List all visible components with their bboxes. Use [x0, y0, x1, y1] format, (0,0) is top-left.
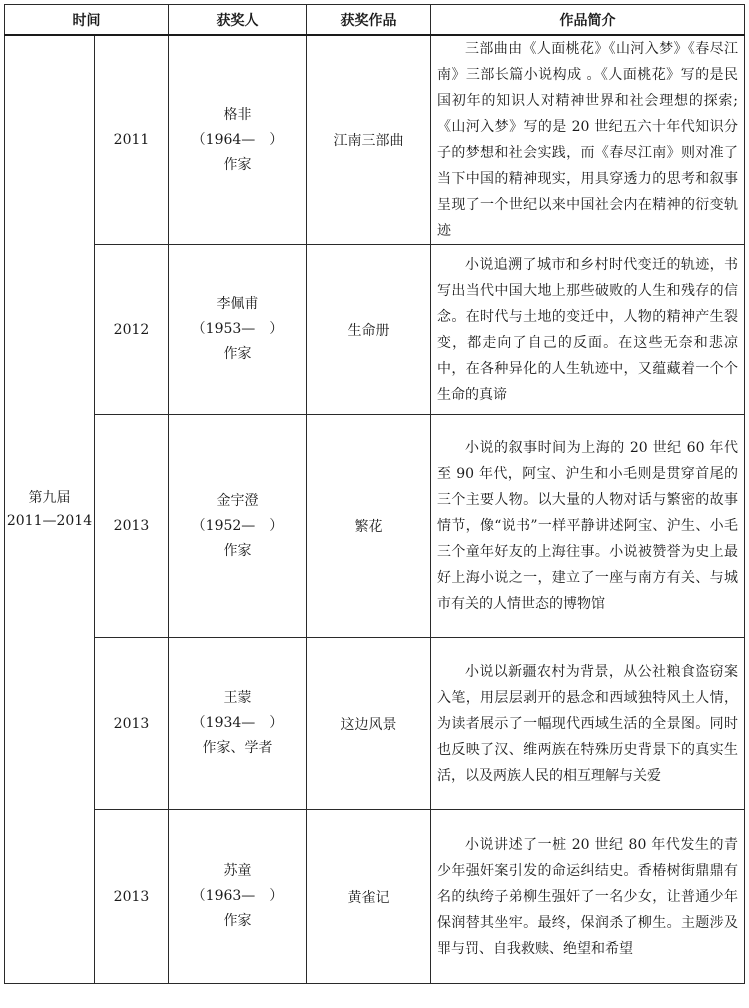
intro-cell: 小说的叙事时间为上海的 20 世纪 60 年代至 90 年代，阿宝、沪生和小毛则是贯穿首尾的三个主要人物。以大量的人物对话与繁密的故事情节，像“说书”一样平静讲述阿宝、沪生、小毛三个童年好友的上海往事。小说被赞誉为史上最好上海小说之一，建立了一座与南方有关、与城市有关的人情世态的博物馆 — [431, 415, 745, 638]
header-intro: 作品简介 — [431, 5, 745, 36]
author-dates: （1964— ） — [191, 131, 284, 148]
session-cell — [5, 35, 95, 984]
author-cell — [169, 35, 307, 245]
author-role: 作家 — [223, 346, 252, 362]
year-cell: 2013 — [95, 415, 169, 638]
year-cell: 2013 — [95, 638, 169, 810]
author-role: 作家 — [223, 542, 252, 559]
table-row — [5, 415, 745, 638]
work-cell: 黄雀记 — [307, 810, 431, 984]
table-row — [5, 638, 745, 810]
intro-cell: 小说以新疆农村为背景，从公社粮食盗窃案入笔，用层层剥开的悬念和西域独特风土人情，为读者展示了一幅现代西域生活的全景图。同时也反映了汉、维两族在特殊历史背景下的真实生活，以及两族人民的相互理解与关爱 — [431, 638, 745, 810]
table-row — [5, 245, 745, 415]
author-name: 王蒙 — [223, 690, 252, 706]
year-cell: 2011 — [95, 35, 169, 245]
session-name: 第九届 — [28, 489, 71, 506]
session-range: 2011—2014 — [6, 512, 93, 529]
table-row — [5, 810, 745, 984]
author-cell — [169, 245, 307, 415]
author-name: 金宇澄 — [216, 492, 259, 509]
work-cell: 这边风景 — [307, 638, 431, 810]
author-name: 苏童 — [223, 863, 252, 879]
header-work: 获奖作品 — [307, 5, 431, 36]
author-name: 李佩甫 — [216, 296, 259, 312]
intro-cell: 小说追溯了城市和乡村时代变迁的轨迹，书写出当代中国大地上那些破败的人生和残存的信念。在时代与土地的变迁中，人物的精神产生裂变，都走向了自己的反面。在这些无奈和悲凉中，在各种异化的人生轨迹中，又蕴藏着一个个生命的真谛 — [431, 245, 745, 415]
intro-cell: 小说讲述了一桩 20 世纪 80 年代发生的青少年强奸案引发的命运纠结史。香椿树街鼎鼎有名的纨绔子弟柳生强奸了一名少女，让普通少年保润替其坐牢。最终，保润杀了柳生。主题涉及罪与罚、自我救赎、绝望和希望 — [431, 810, 745, 984]
table-row — [5, 35, 745, 245]
work-cell: 生命册 — [307, 245, 431, 415]
header-period: 时间 — [5, 5, 169, 36]
author-cell — [169, 810, 307, 984]
awards-table — [4, 4, 745, 984]
author-name: 格非 — [223, 106, 252, 123]
work-cell: 江南三部曲 — [307, 35, 431, 245]
author-dates: （1963— ） — [191, 888, 284, 904]
author-role: 作家 — [223, 156, 252, 173]
header-winner: 获奖人 — [169, 5, 307, 36]
author-cell — [169, 415, 307, 638]
author-role: 作家、学者 — [202, 740, 273, 756]
author-cell — [169, 638, 307, 810]
header-row — [5, 5, 745, 36]
year-cell: 2012 — [95, 245, 169, 415]
work-cell: 繁花 — [307, 415, 431, 638]
year-cell: 2013 — [95, 810, 169, 984]
author-dates: （1952— ） — [191, 517, 284, 534]
intro-cell: 三部曲由《人面桃花》《山河入梦》《春尽江南》三部长篇小说构成 。《人面桃花》写的是民国初年的知识人对精神世界和社会理想的探索;《山河入梦》写的是 20 世纪五六十年代知识分子的梦想和社会实践，而《春尽江南》则对准了当下中国的精神现实，用具穿透力的思考和叙事呈现了一个世纪以来中国社会内在精神的衍变轨迹 — [431, 35, 745, 245]
author-role: 作家 — [223, 913, 252, 929]
author-dates: （1953— ） — [191, 321, 284, 337]
author-dates: （1934— ） — [191, 715, 284, 731]
